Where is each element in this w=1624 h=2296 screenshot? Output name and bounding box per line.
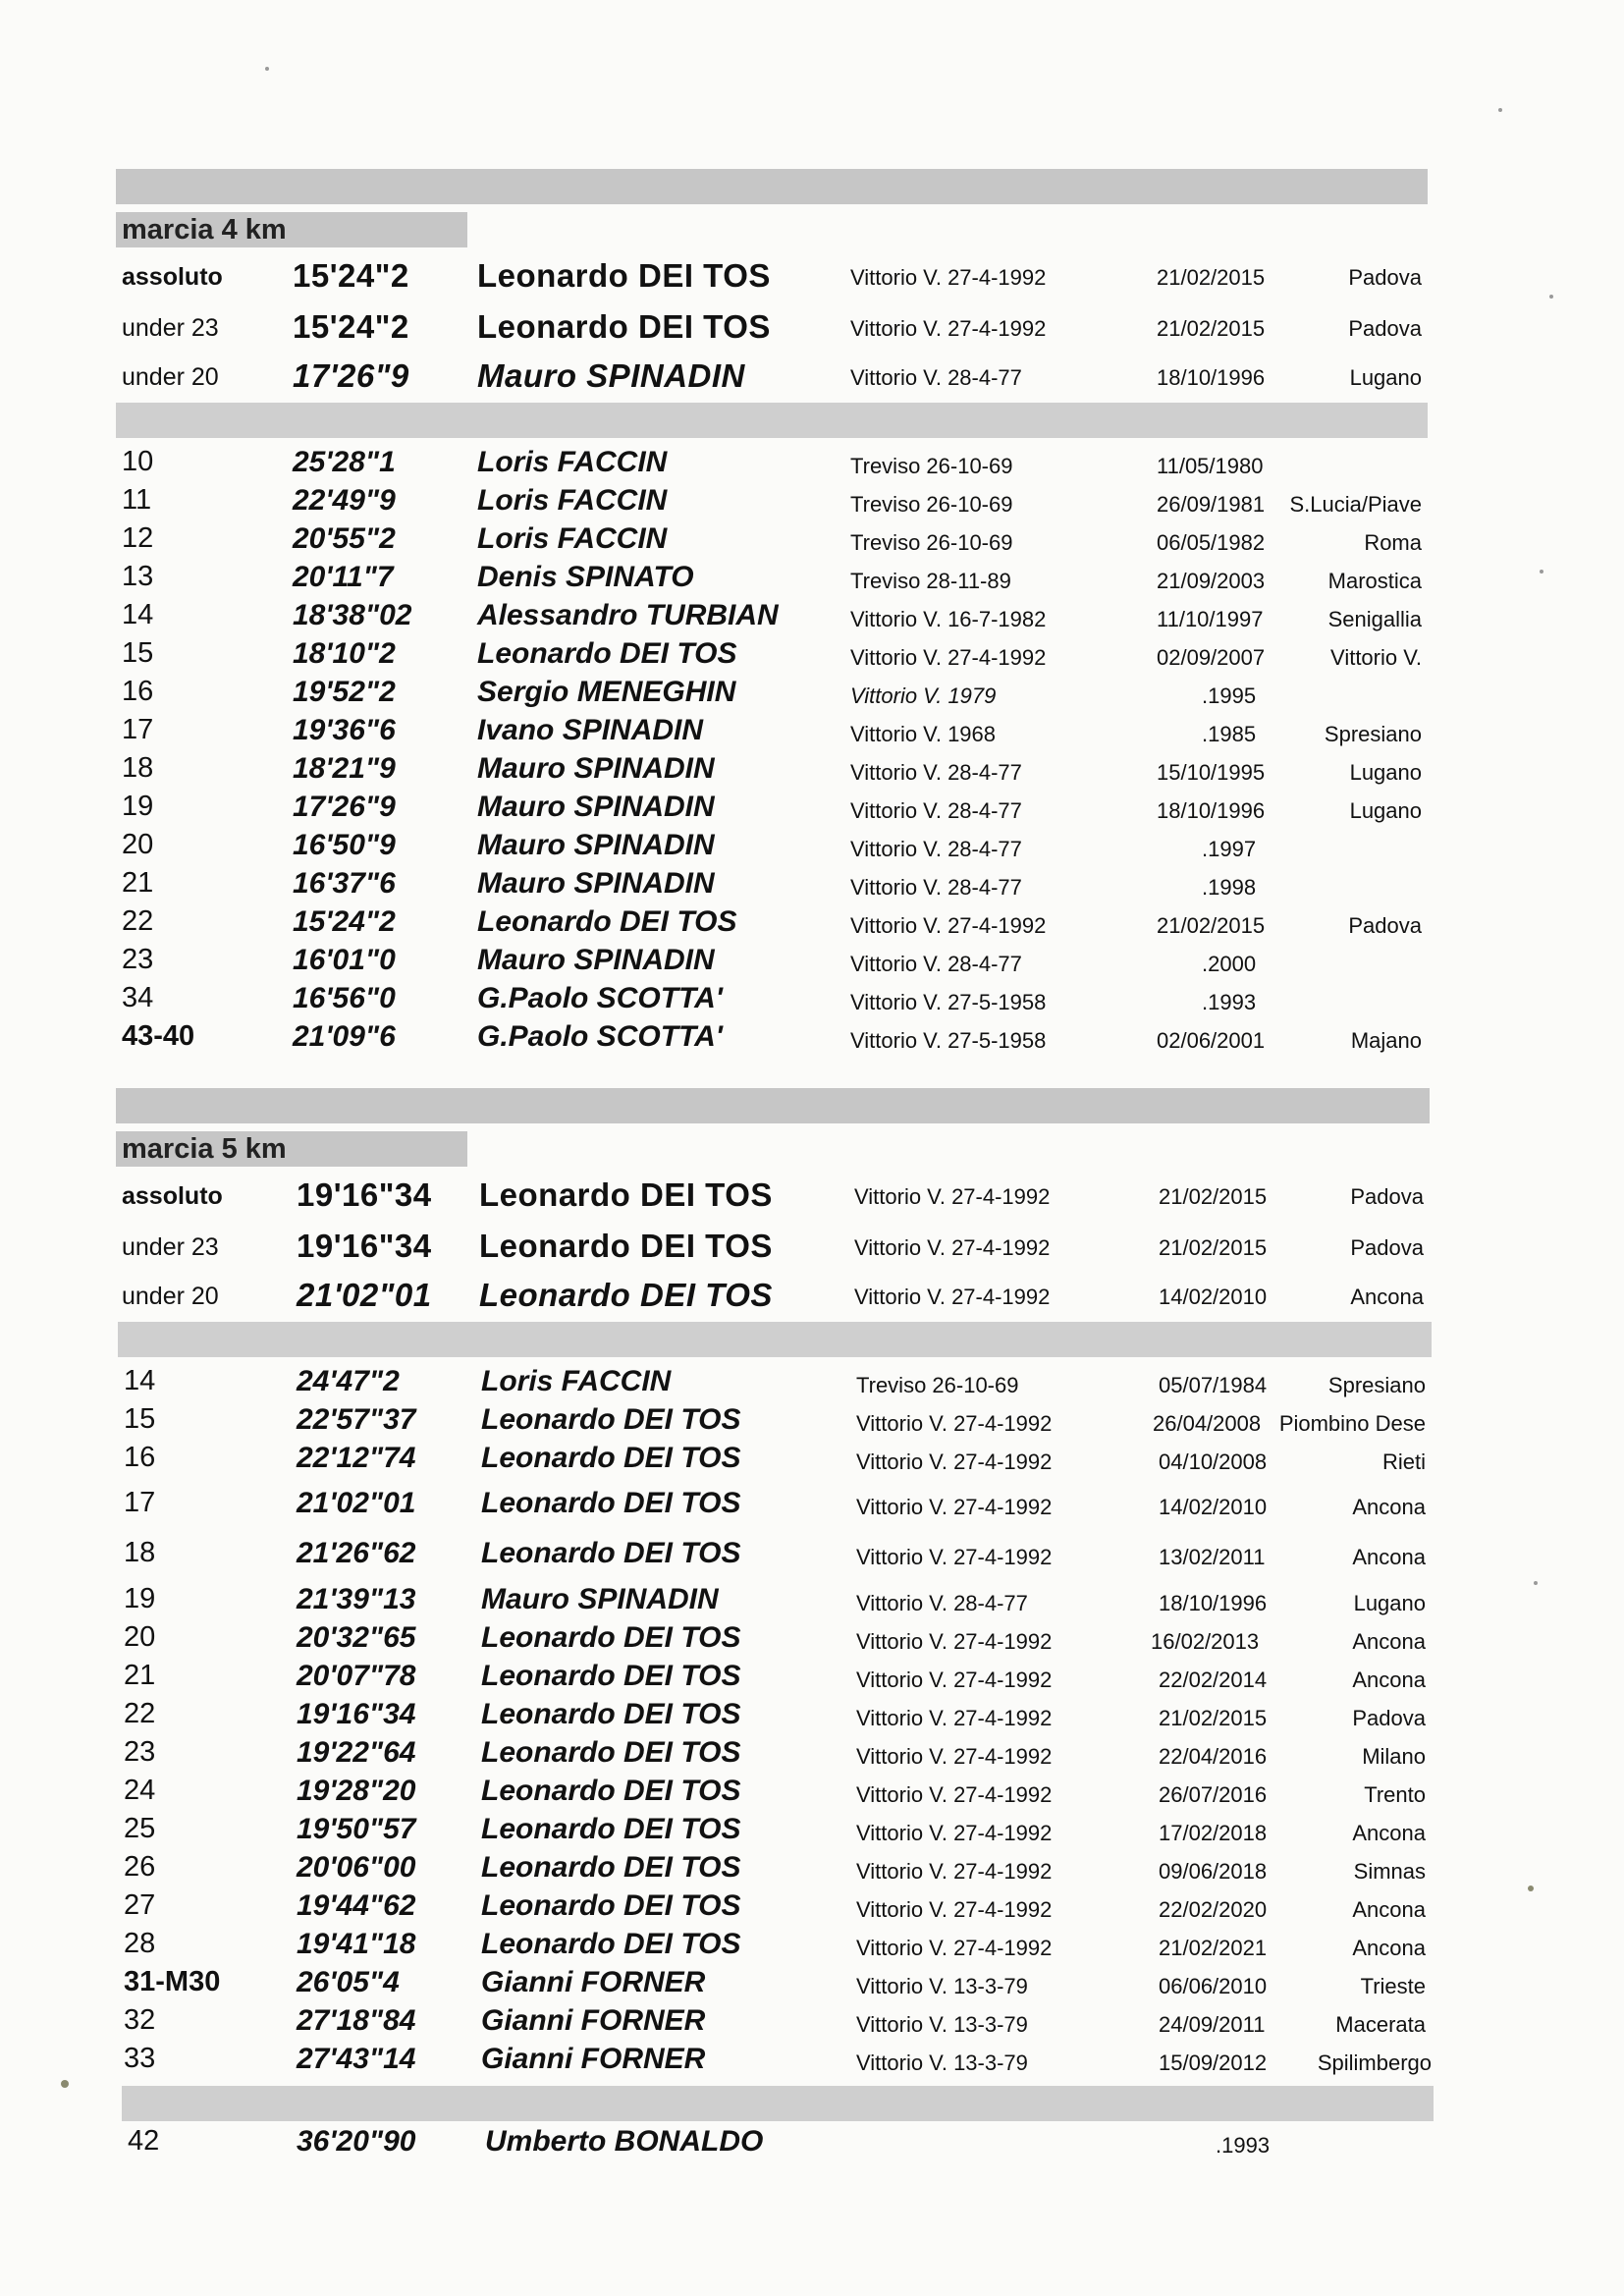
time: 16'37"6 [293,867,396,900]
record-place: Lugano [1349,760,1422,785]
time: 16'50"9 [293,829,396,861]
record-place: Lugano [1353,1591,1426,1615]
record-date: 02/06/2001 [1157,1028,1266,1053]
birth-info: Treviso 26-10-69 [850,454,1013,478]
time: 19'16"34 [297,1176,432,1213]
record-date: .1998 [1202,875,1257,900]
section-title: marcia 4 km [122,214,287,246]
athlete-name: Leonardo DEI TOS [477,637,737,670]
category: under 20 [122,363,219,391]
time: 26'05"4 [297,1966,400,1998]
record-place: Majano [1350,1028,1422,1053]
record-date: 24/09/2011 [1159,2012,1266,2037]
age: 16 [124,1442,156,1473]
age: 19 [122,791,154,822]
category: assoluto [122,263,223,291]
birth-info: Vittorio V. 27-4-1992 [856,1495,1053,1519]
age-record-row [0,1966,1624,2005]
record-place: Piombino Dese [1278,1411,1426,1436]
time: 18'21"9 [293,752,396,785]
record-date: 13/02/2011 [1159,1545,1266,1569]
birth-info: Vittorio V. 13-3-79 [856,1974,1028,1998]
age: 43-40 [122,1020,195,1052]
age-record-row [0,1442,1624,1481]
record-date: 14/02/2010 [1159,1285,1268,1309]
athlete-name: Leonardo DEI TOS [481,1537,741,1569]
time: 19'36"6 [293,714,396,746]
record-date: 18/10/1996 [1157,798,1266,823]
age: 15 [124,1403,156,1435]
category: under 20 [122,1283,219,1310]
athlete-name: Leonardo DEI TOS [481,1775,741,1807]
age: 26 [124,1851,156,1883]
time: 19'22"64 [297,1736,416,1769]
time: 27'18"84 [297,2004,416,2037]
athlete-name: Leonardo DEI TOS [481,1698,741,1730]
age-record-row [0,2004,1624,2044]
birth-info: Vittorio V. 28-4-77 [850,952,1022,976]
birth-info: Vittorio V. 27-4-1992 [856,1897,1053,1922]
age: 34 [122,982,154,1013]
birth-info: Vittorio V. 27-4-1992 [856,1706,1053,1730]
time: 16'56"0 [293,982,396,1014]
athlete-name: Leonardo DEI TOS [477,308,771,345]
age: 23 [122,944,154,975]
athlete-name: Gianni FORNER [481,1966,706,1998]
record-row [0,257,1624,297]
age-record-row [0,791,1624,830]
age-record-row [0,637,1624,677]
category: under 23 [122,314,219,342]
time: 22'12"74 [297,1442,416,1474]
record-date: 05/07/1984 [1159,1373,1268,1397]
age-record-row [0,1928,1624,1967]
birth-info: Vittorio V. 27-4-1992 [856,1449,1053,1474]
record-date: 21/02/2015 [1159,1184,1268,1209]
birth-info: Vittorio V. 28-4-77 [850,875,1022,900]
age: 19 [124,1583,156,1614]
athlete-name: Gianni FORNER [481,2004,706,2037]
record-date: 21/09/2003 [1157,569,1266,593]
birth-info: Vittorio V. 27-4-1992 [854,1184,1051,1209]
scan-speck [265,67,269,71]
record-place: Marostica [1327,569,1422,593]
birth-info: Vittorio V. 27-4-1992 [850,645,1047,670]
record-date: 02/09/2007 [1157,645,1266,670]
athlete-name: Leonardo DEI TOS [481,1928,741,1960]
age-record-row [0,1851,1624,1890]
age: 25 [124,1813,156,1844]
record-date: 17/02/2018 [1159,1821,1268,1845]
age: 13 [122,561,154,592]
record-place: Roma [1364,530,1422,555]
birth-info: Vittorio V. 1968 [850,722,997,746]
athlete-name: Mauro SPINADIN [477,867,715,900]
time: 21'39"13 [297,1583,416,1615]
record-place: Ancona [1352,1495,1426,1519]
age-record-row [0,1020,1624,1060]
record-date: 26/07/2016 [1159,1782,1268,1807]
birth-info: Treviso 26-10-69 [850,492,1013,517]
section-title-box [116,212,467,247]
age-group-separator [116,403,1428,438]
birth-info: Vittorio V. 27-4-1992 [850,265,1047,290]
athlete-name: Leonardo DEI TOS [481,1813,741,1845]
birth-info: Vittorio V. 1979 [850,683,997,708]
age: 17 [124,1487,156,1518]
age-record-row [0,1660,1624,1699]
birth-info: Vittorio V. 27-4-1992 [856,1667,1053,1692]
age: 18 [122,752,154,784]
age: 14 [124,1365,156,1396]
birth-info: Treviso 26-10-69 [850,530,1013,555]
record-place: Trieste [1360,1974,1426,1998]
birth-info: Treviso 28-11-89 [850,569,1011,593]
athlete-name: Leonardo DEI TOS [481,1736,741,1769]
time: 21'02"01 [297,1277,432,1313]
birth-info: Vittorio V. 28-4-77 [850,798,1022,823]
record-place: Ancona [1352,1667,1426,1692]
time: 15'24"2 [293,308,409,345]
age-record-row [0,2043,1624,2082]
athlete-name: Loris FACCIN [477,446,668,478]
birth-info: Vittorio V. 27-4-1992 [854,1235,1051,1260]
age-record-row [0,1775,1624,1814]
masters-separator [122,2086,1434,2121]
athlete-name: Leonardo DEI TOS [481,1851,741,1884]
time: 25'28"1 [293,446,396,478]
scan-speck [1528,1886,1534,1891]
record-row [0,1277,1624,1316]
record-date: .1995 [1202,683,1257,708]
record-date: 15/10/1995 [1157,760,1266,785]
scan-speck [1534,1581,1538,1585]
birth-info: Vittorio V. 27-5-1958 [850,1028,1047,1053]
time: 19'41"18 [297,1928,416,1960]
age-record-row [0,905,1624,945]
record-date: 26/04/2008 [1153,1411,1262,1436]
athlete-name: Leonardo DEI TOS [479,1277,773,1313]
age-group-separator [118,1322,1432,1357]
athlete-name: G.Paolo SCOTTA' [477,1020,723,1053]
time: 20'32"65 [297,1621,416,1654]
birth-info: Vittorio V. 28-4-77 [850,365,1022,390]
time: 19'52"2 [293,676,396,708]
time: 21'09"6 [293,1020,396,1053]
athlete-name: Loris FACCIN [481,1365,672,1397]
age: 21 [122,867,154,899]
time: 22'49"9 [293,484,396,517]
record-date: 21/02/2015 [1159,1706,1268,1730]
athlete-name: Sergio MENEGHIN [477,676,736,708]
time: 20'55"2 [293,522,396,555]
time: 19'28"20 [297,1775,416,1807]
birth-info: Vittorio V. 27-4-1992 [856,1411,1053,1436]
scan-speck [61,2080,69,2088]
age: 18 [124,1537,156,1568]
record-place: Spilimbergo [1317,2050,1432,2075]
age-record-row [0,2125,1624,2164]
athlete-name: Leonardo DEI TOS [481,1621,741,1654]
athlete-name: Mauro SPINADIN [477,944,715,976]
record-place: Padova [1350,1184,1424,1209]
athlete-name: Leonardo DEI TOS [481,1403,741,1436]
record-place: Padova [1352,1706,1426,1730]
time: 27'43"14 [297,2043,416,2075]
age: 20 [122,829,154,860]
athlete-name: Leonardo DEI TOS [479,1176,773,1213]
record-date: .1997 [1202,837,1257,861]
athlete-name: Umberto BONALDO [485,2125,764,2158]
time: 15'24"2 [293,905,396,938]
age: 24 [124,1775,156,1806]
record-place: Padova [1348,316,1422,341]
age-record-row [0,1889,1624,1929]
age: 32 [124,2004,156,2036]
age: 42 [128,2125,160,2157]
scan-speck [1540,570,1543,574]
record-date: .2000 [1202,952,1257,976]
athlete-name: Alessandro TURBIAN [477,599,779,631]
birth-info: Vittorio V. 27-4-1992 [856,1744,1053,1769]
record-date: .1993 [1216,2133,1271,2158]
record-row [0,1228,1624,1267]
age-record-row [0,1537,1624,1576]
record-place: S.Lucia/Piave [1289,492,1422,517]
record-date: 26/09/1981 [1157,492,1266,517]
age: 14 [122,599,154,630]
age-record-row [0,522,1624,562]
record-place: Simnas [1353,1859,1426,1884]
age-record-row [0,1736,1624,1776]
record-date: 22/04/2016 [1159,1744,1268,1769]
athlete-name: Leonardo DEI TOS [481,1487,741,1519]
age-record-row [0,1583,1624,1622]
record-date: 11/10/1997 [1157,607,1264,631]
birth-info: Vittorio V. 28-4-77 [856,1591,1028,1615]
birth-info: Vittorio V. 27-4-1992 [856,1545,1053,1569]
age-record-row [0,1365,1624,1404]
age: 10 [122,446,154,477]
time: 16'01"0 [293,944,396,976]
age-record-row [0,944,1624,983]
athlete-name: Leonardo DEI TOS [479,1228,773,1264]
record-date: 21/02/2015 [1159,1235,1268,1260]
record-date: 11/05/1980 [1157,454,1264,478]
category: assoluto [122,1182,223,1210]
birth-info: Vittorio V. 27-4-1992 [856,1821,1053,1845]
time: 18'38"02 [293,599,412,631]
time: 20'06"00 [297,1851,416,1884]
time: 20'11"7 [293,561,394,593]
age-record-row [0,1698,1624,1737]
record-place: Rieti [1381,1449,1426,1474]
age-record-row [0,982,1624,1021]
record-date: 04/10/2008 [1159,1449,1268,1474]
record-date: .1985 [1202,722,1257,746]
age: 31-M30 [124,1966,221,1997]
record-row [0,357,1624,397]
record-place: Spresiano [1324,722,1422,746]
age-record-row [0,1813,1624,1852]
scan-speck [1549,295,1553,299]
time: 19'16"34 [297,1698,416,1730]
record-place: Ancona [1352,1545,1426,1569]
record-date: 21/02/2015 [1157,913,1266,938]
athlete-name: G.Paolo SCOTTA' [477,982,723,1014]
record-place: Lugano [1349,798,1422,823]
section-header-bar [116,1088,1430,1123]
time: 19'50"57 [297,1813,416,1845]
age-record-row [0,484,1624,523]
age: 11 [122,484,152,516]
athlete-name: Mauro SPINADIN [477,829,715,861]
time: 19'16"34 [297,1228,432,1264]
age: 27 [124,1889,156,1921]
time: 21'02"01 [297,1487,416,1519]
age-record-row [0,676,1624,715]
record-place: Spresiano [1327,1373,1426,1397]
athlete-name: Leonardo DEI TOS [477,905,737,938]
time: 17'26"9 [293,791,396,823]
category: under 23 [122,1233,219,1261]
age-record-row [0,1621,1624,1661]
birth-info: Vittorio V. 27-4-1992 [856,1782,1053,1807]
section-header-bar [116,169,1428,204]
age-record-row [0,1403,1624,1443]
birth-info: Treviso 26-10-69 [856,1373,1019,1397]
birth-info: Vittorio V. 27-4-1992 [850,316,1047,341]
age-record-row [0,829,1624,868]
record-date: 06/06/2010 [1159,1974,1268,1998]
birth-info: Vittorio V. 27-5-1958 [850,990,1047,1014]
birth-info: Vittorio V. 27-4-1992 [856,1936,1053,1960]
record-place: Milano [1362,1744,1426,1769]
record-place: Ancona [1352,1821,1426,1845]
athlete-name: Leonardo DEI TOS [481,1442,741,1474]
record-place: Trento [1364,1782,1426,1807]
record-place: Ancona [1352,1629,1426,1654]
age: 20 [124,1621,156,1653]
birth-info: Vittorio V. 16-7-1982 [850,607,1047,631]
age-record-row [0,446,1624,485]
birth-info: Vittorio V. 13-3-79 [856,2012,1028,2037]
athlete-name: Leonardo DEI TOS [481,1889,741,1922]
athlete-name: Mauro SPINADIN [481,1583,719,1615]
age-record-row [0,714,1624,753]
time: 18'10"2 [293,637,396,670]
age-record-row [0,599,1624,638]
age: 23 [124,1736,156,1768]
record-place: Ancona [1352,1936,1426,1960]
record-place: Macerata [1335,2012,1426,2037]
record-row [0,308,1624,348]
time: 36'20"90 [297,2125,416,2158]
section-title-box [116,1131,467,1167]
age: 22 [122,905,154,937]
record-date: 15/09/2012 [1159,2050,1268,2075]
age: 15 [122,637,154,669]
athlete-name: Mauro SPINADIN [477,791,715,823]
age: 28 [124,1928,156,1959]
record-date: 18/10/1996 [1157,365,1266,390]
time: 24'47"2 [297,1365,400,1397]
birth-info: Vittorio V. 27-4-1992 [850,913,1047,938]
athlete-name: Ivano SPINADIN [477,714,704,746]
record-date: 18/10/1996 [1159,1591,1268,1615]
athlete-name: Mauro SPINADIN [477,752,715,785]
record-place: Padova [1350,1235,1424,1260]
time: 15'24"2 [293,257,409,294]
age-record-row [0,561,1624,600]
athlete-name: Mauro SPINADIN [477,357,745,394]
record-date: 16/02/2013 [1151,1629,1260,1654]
record-place: Senigallia [1327,607,1422,631]
age: 22 [124,1698,156,1729]
athlete-name: Denis SPINATO [477,561,694,593]
time: 17'26"9 [293,357,409,394]
time: 21'26"62 [297,1537,416,1569]
section-title: marcia 5 km [122,1133,287,1165]
scan-speck [1498,108,1502,112]
birth-info: Vittorio V. 28-4-77 [850,837,1022,861]
record-place: Ancona [1352,1897,1426,1922]
birth-info: Vittorio V. 27-4-1992 [856,1629,1053,1654]
record-place: Padova [1348,265,1422,290]
birth-info: Vittorio V. 27-4-1992 [854,1285,1051,1309]
athlete-name: Loris FACCIN [477,484,668,517]
age-record-row [0,752,1624,792]
record-date: 22/02/2020 [1159,1897,1268,1922]
birth-info: Vittorio V. 27-4-1992 [856,1859,1053,1884]
birth-info: Vittorio V. 28-4-77 [850,760,1022,785]
time: 20'07"78 [297,1660,416,1692]
athlete-name: Leonardo DEI TOS [477,257,771,294]
record-date: 14/02/2010 [1159,1495,1268,1519]
time: 22'57"37 [297,1403,416,1436]
record-place: Lugano [1349,365,1422,390]
age: 21 [124,1660,156,1691]
age-record-row [0,867,1624,906]
record-place: Vittorio V. [1330,645,1422,670]
age: 33 [124,2043,156,2074]
record-row [0,1176,1624,1216]
birth-info: Vittorio V. 13-3-79 [856,2050,1028,2075]
record-date: 06/05/1982 [1157,530,1266,555]
record-place: Padova [1348,913,1422,938]
record-place: Ancona [1350,1285,1424,1309]
record-date: 21/02/2015 [1157,316,1266,341]
athlete-name: Loris FACCIN [477,522,668,555]
record-date: 21/02/2021 [1159,1936,1268,1960]
age: 12 [122,522,154,554]
age: 17 [122,714,154,745]
athlete-name: Gianni FORNER [481,2043,706,2075]
record-date: 09/06/2018 [1159,1859,1268,1884]
age: 16 [122,676,154,707]
record-date: .1993 [1202,990,1257,1014]
record-date: 22/02/2014 [1159,1667,1268,1692]
time: 19'44"62 [297,1889,416,1922]
age-record-row [0,1487,1624,1526]
athlete-name: Leonardo DEI TOS [481,1660,741,1692]
record-date: 21/02/2015 [1157,265,1266,290]
